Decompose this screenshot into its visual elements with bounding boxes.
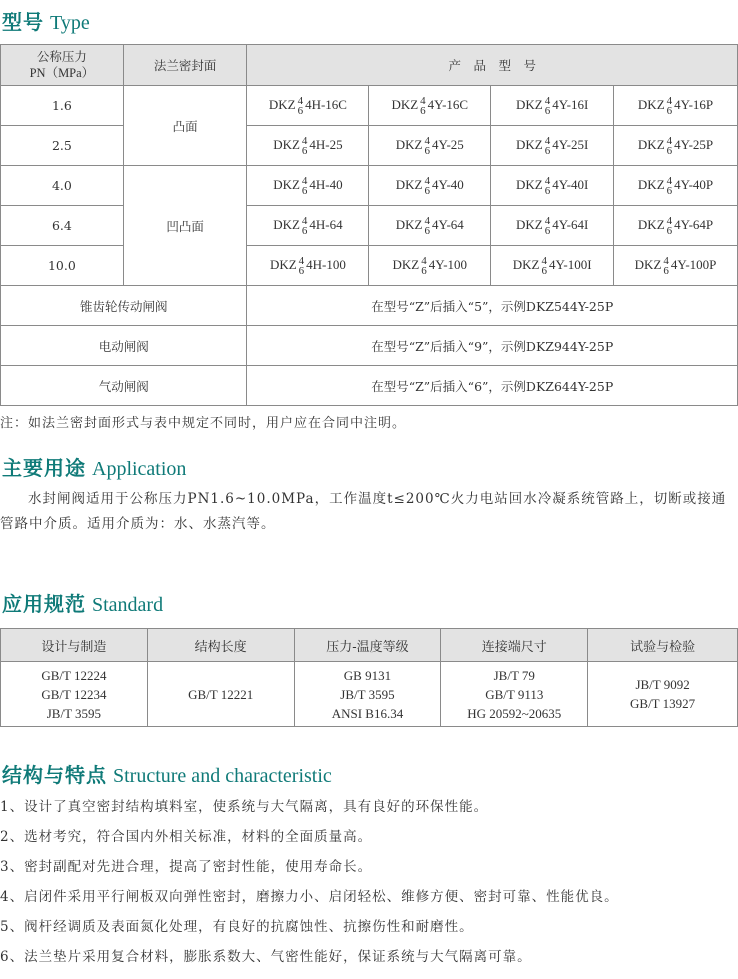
model-prefix: DKZ: [268, 96, 296, 112]
standard-cell: [294, 662, 441, 727]
standard-cell: [588, 662, 738, 727]
structure-section-title: [2, 763, 332, 788]
standard-table: [0, 628, 738, 727]
model-suffix: 4H-40: [309, 176, 343, 192]
model-fraction: [425, 176, 431, 196]
drive-type-row: [1, 326, 738, 366]
fraction-top: 4: [301, 134, 308, 147]
fraction-top: 4: [666, 214, 673, 227]
drive-type-description: 在型号“Z”后插入“5”，示例DKZ544Y-25P: [247, 286, 738, 326]
model-prefix: DKZ: [515, 96, 543, 112]
model-prefix: DKZ: [637, 176, 665, 192]
standard-header: 连接端尺寸: [441, 629, 588, 662]
model-cell: [247, 246, 369, 286]
standard-code: GB 9131: [343, 667, 392, 683]
standard-header: 压力-温度等级: [294, 629, 441, 662]
model-prefix: DKZ: [637, 216, 665, 232]
fraction-bottom: 6: [301, 144, 308, 157]
fraction-top: 4: [544, 94, 551, 107]
model-cell: [614, 86, 738, 126]
fraction-top: 4: [424, 134, 430, 147]
model-fraction: [667, 216, 673, 236]
model-cell: [369, 246, 491, 286]
model-prefix: DKZ: [273, 176, 300, 192]
standard-title-en: Standard: [92, 594, 164, 616]
model-cell: [491, 206, 614, 246]
model-suffix: 4Y-100I: [548, 256, 592, 272]
standard-table-row: [1, 662, 738, 727]
fraction-top: 4: [544, 174, 551, 187]
fraction-bottom: 6: [544, 224, 551, 237]
type-title-en: Type: [50, 12, 90, 34]
model-prefix: DKZ: [391, 96, 419, 112]
fraction-top: 4: [663, 254, 669, 267]
standard-header: 试验与检验: [588, 629, 738, 662]
header-product: 产 品 型 号: [247, 45, 738, 86]
drive-type-label: 锥齿轮传动闸阀: [1, 286, 247, 326]
application-section-title: [2, 456, 186, 481]
model-suffix: 4Y-100: [428, 256, 468, 272]
fraction-bottom: 6: [424, 224, 430, 237]
model-prefix: DKZ: [634, 256, 662, 272]
feature-item: 5、阀杆经调质及表面氮化处理，有良好的抗腐蚀性、抗擦伤性和耐磨性。: [0, 919, 474, 935]
type-note: 注：如法兰密封面形式与表中规定不同时，用户应在合同中注明。: [0, 416, 407, 431]
model-fraction: [298, 96, 304, 116]
model-prefix: DKZ: [273, 216, 300, 232]
feature-item: 3、密封副配对先进合理，提高了密封性能，使用寿命长。: [0, 859, 373, 875]
model-cell: [247, 86, 369, 126]
model-cell: [369, 126, 491, 166]
model-fraction: [302, 216, 308, 236]
type-table-row: [1, 86, 738, 126]
model-suffix: 4Y-64P: [674, 216, 714, 232]
fraction-bottom: 6: [421, 264, 427, 277]
fraction-bottom: 6: [301, 224, 308, 237]
model-prefix: DKZ: [395, 216, 423, 232]
model-prefix: DKZ: [392, 256, 420, 272]
feature-item: 1、设计了真空密封结构填料室，使系统与大气隔离，具有良好的环保性能。: [0, 799, 489, 815]
fraction-top: 4: [666, 134, 673, 147]
standard-code: HG 20592~20635: [467, 705, 562, 721]
standard-code: JB/T 3595: [46, 705, 102, 721]
model-suffix: 4Y-64I: [552, 216, 589, 232]
model-fraction: [667, 136, 673, 156]
model-cell: [491, 86, 614, 126]
model-suffix: 4Y-40P: [674, 176, 714, 192]
standard-table-header: [1, 629, 738, 662]
fraction-top: 4: [301, 214, 308, 227]
model-suffix: 4H-64: [309, 216, 343, 232]
fraction-bottom: 6: [544, 184, 551, 197]
standard-title-cn: 应用规范: [2, 592, 86, 616]
model-cell: [369, 206, 491, 246]
model-cell: [491, 126, 614, 166]
application-text: 水封闸阀适用于公称压力PN1.6~10.0MPa，工作温度t≤200℃火力电站回水冷凝系统管路上，切断或接通管路中介质。适用介质为：水、水蒸汽等。: [0, 491, 727, 532]
model-suffix: 4Y-25: [432, 136, 464, 152]
standard-cell: [147, 662, 294, 727]
fraction-top: 4: [301, 174, 308, 187]
model-prefix: DKZ: [395, 136, 423, 152]
type-table-row: [1, 166, 738, 206]
application-title-cn: 主要用途: [2, 456, 86, 480]
model-fraction: [420, 96, 426, 116]
model-suffix: 4H-100: [306, 256, 346, 272]
type-table: [0, 44, 738, 406]
fraction-top: 4: [544, 134, 551, 147]
standard-section-title: [2, 592, 163, 617]
model-cell: [614, 206, 738, 246]
fraction-bottom: 6: [544, 144, 551, 157]
model-cell: [614, 126, 738, 166]
model-suffix: 4Y-100P: [670, 256, 717, 272]
model-cell: [614, 246, 738, 286]
model-cell: [369, 166, 491, 206]
standard-code: ANSI B16.34: [331, 705, 404, 721]
model-prefix: DKZ: [512, 256, 540, 272]
fraction-top: 4: [666, 174, 673, 187]
model-cell: [369, 86, 491, 126]
application-text-block: [0, 487, 736, 537]
header-seal: 法兰密封面: [123, 45, 247, 86]
model-cell: [247, 206, 369, 246]
fraction-bottom: 6: [541, 264, 547, 277]
drive-type-label: 电动闸阀: [1, 326, 247, 366]
model-fraction: [545, 136, 551, 156]
seal-face-cell: 凹凸面: [123, 166, 247, 286]
fraction-bottom: 6: [297, 104, 304, 117]
type-table-row: [1, 246, 738, 286]
model-fraction: [421, 256, 427, 276]
model-cell: [247, 126, 369, 166]
standard-cell: [441, 662, 588, 727]
model-suffix: 4Y-40: [432, 176, 464, 192]
standard-code: GB/T 13927: [630, 696, 696, 711]
fraction-bottom: 6: [424, 144, 430, 157]
model-suffix: 4Y-25I: [552, 136, 589, 152]
application-title-en: Application: [92, 458, 187, 480]
fraction-bottom: 6: [544, 104, 551, 117]
model-fraction: [302, 136, 308, 156]
model-suffix: 4Y-16I: [552, 96, 589, 112]
model-suffix: 4Y-16P: [674, 96, 714, 112]
drive-type-row: [1, 366, 738, 406]
model-prefix: DKZ: [273, 136, 300, 152]
fraction-top: 4: [666, 94, 673, 107]
fraction-top: 4: [298, 254, 305, 267]
structure-title-cn: 结构与特点: [2, 763, 107, 787]
pressure-cell: 2.5: [1, 126, 124, 166]
model-suffix: 4H-25: [309, 136, 343, 152]
fraction-bottom: 6: [666, 104, 673, 117]
standard-code: GB/T 9113: [485, 686, 544, 702]
header-pressure-cn: 公称压力: [36, 49, 87, 64]
model-prefix: DKZ: [515, 136, 543, 152]
model-suffix: 4Y-16C: [427, 96, 469, 112]
fraction-bottom: 6: [663, 264, 669, 277]
fraction-bottom: 6: [666, 184, 673, 197]
fraction-top: 4: [420, 94, 426, 107]
model-fraction: [667, 96, 673, 116]
model-suffix: 4H-16C: [305, 96, 347, 112]
fraction-bottom: 6: [424, 184, 430, 197]
model-prefix: DKZ: [515, 216, 543, 232]
model-fraction: [663, 256, 669, 276]
feature-item: 2、选材考究，符合国内外相关标准，材料的全面质量高。: [0, 829, 373, 845]
standard-code: GB/T 12234: [41, 686, 107, 702]
model-cell: [247, 166, 369, 206]
standard-code: JB/T 3595: [340, 686, 395, 702]
model-prefix: DKZ: [269, 256, 297, 272]
standard-code: GB/T 12221: [188, 686, 254, 702]
model-prefix: DKZ: [515, 176, 543, 192]
model-fraction: [545, 96, 551, 116]
pressure-cell: 10.0: [1, 246, 124, 286]
pressure-cell: 6.4: [1, 206, 124, 246]
standard-code: JB/T 79: [493, 667, 535, 683]
type-table-row: [1, 126, 738, 166]
header-pressure: [1, 45, 124, 86]
standard-cell: [1, 662, 148, 727]
standard-code: JB/T 9092: [635, 677, 690, 692]
model-suffix: 4Y-40I: [552, 176, 589, 192]
model-prefix: DKZ: [395, 176, 423, 192]
model-fraction: [425, 216, 431, 236]
model-prefix: DKZ: [637, 136, 665, 152]
model-fraction: [302, 176, 308, 196]
fraction-top: 4: [421, 254, 427, 267]
type-title-cn: 型号: [2, 10, 44, 34]
type-section-title: [2, 10, 90, 35]
model-cell: [614, 166, 738, 206]
drive-type-label: 气动闸阀: [1, 366, 247, 406]
drive-type-row: [1, 286, 738, 326]
feature-list: [0, 792, 619, 972]
fraction-bottom: 6: [666, 224, 673, 237]
fraction-top: 4: [541, 254, 547, 267]
fraction-bottom: 6: [666, 144, 673, 157]
fraction-bottom: 6: [301, 184, 308, 197]
feature-item: 4、启闭件采用平行闸板双向弹性密封，磨擦力小、启闭轻松、维修方便、密封可靠、性能优良。: [0, 889, 619, 905]
model-fraction: [545, 176, 551, 196]
standard-header: 结构长度: [147, 629, 294, 662]
feature-item: 6、法兰垫片采用复合材料，膨胀系数大、气密性能好，保证系统与大气隔离可靠。: [0, 949, 532, 965]
fraction-top: 4: [544, 214, 551, 227]
model-prefix: DKZ: [637, 96, 665, 112]
seal-face-cell: 凸面: [123, 86, 247, 166]
model-suffix: 4Y-25P: [674, 136, 714, 152]
fraction-bottom: 6: [420, 104, 426, 117]
model-cell: [491, 246, 614, 286]
model-fraction: [545, 216, 551, 236]
model-suffix: 4Y-64: [432, 216, 464, 232]
drive-type-description: 在型号“Z”后插入“9”，示例DKZ944Y-25P: [247, 326, 738, 366]
model-fraction: [541, 256, 547, 276]
fraction-top: 4: [424, 174, 430, 187]
type-table-header: [1, 45, 738, 86]
header-pressure-unit: PN（MPa）: [29, 66, 95, 80]
standard-header: 设计与制造: [1, 629, 148, 662]
fraction-bottom: 6: [298, 264, 305, 277]
drive-type-description: 在型号“Z”后插入“6”，示例DKZ644Y-25P: [247, 366, 738, 406]
model-fraction: [667, 176, 673, 196]
fraction-top: 4: [424, 214, 430, 227]
type-table-row: [1, 206, 738, 246]
fraction-top: 4: [297, 94, 304, 107]
pressure-cell: 1.6: [1, 86, 124, 126]
standard-code: GB/T 12224: [41, 667, 107, 683]
model-fraction: [299, 256, 305, 276]
model-cell: [491, 166, 614, 206]
structure-title-en: Structure and characteristic: [113, 765, 332, 787]
model-fraction: [425, 136, 431, 156]
pressure-cell: 4.0: [1, 166, 124, 206]
